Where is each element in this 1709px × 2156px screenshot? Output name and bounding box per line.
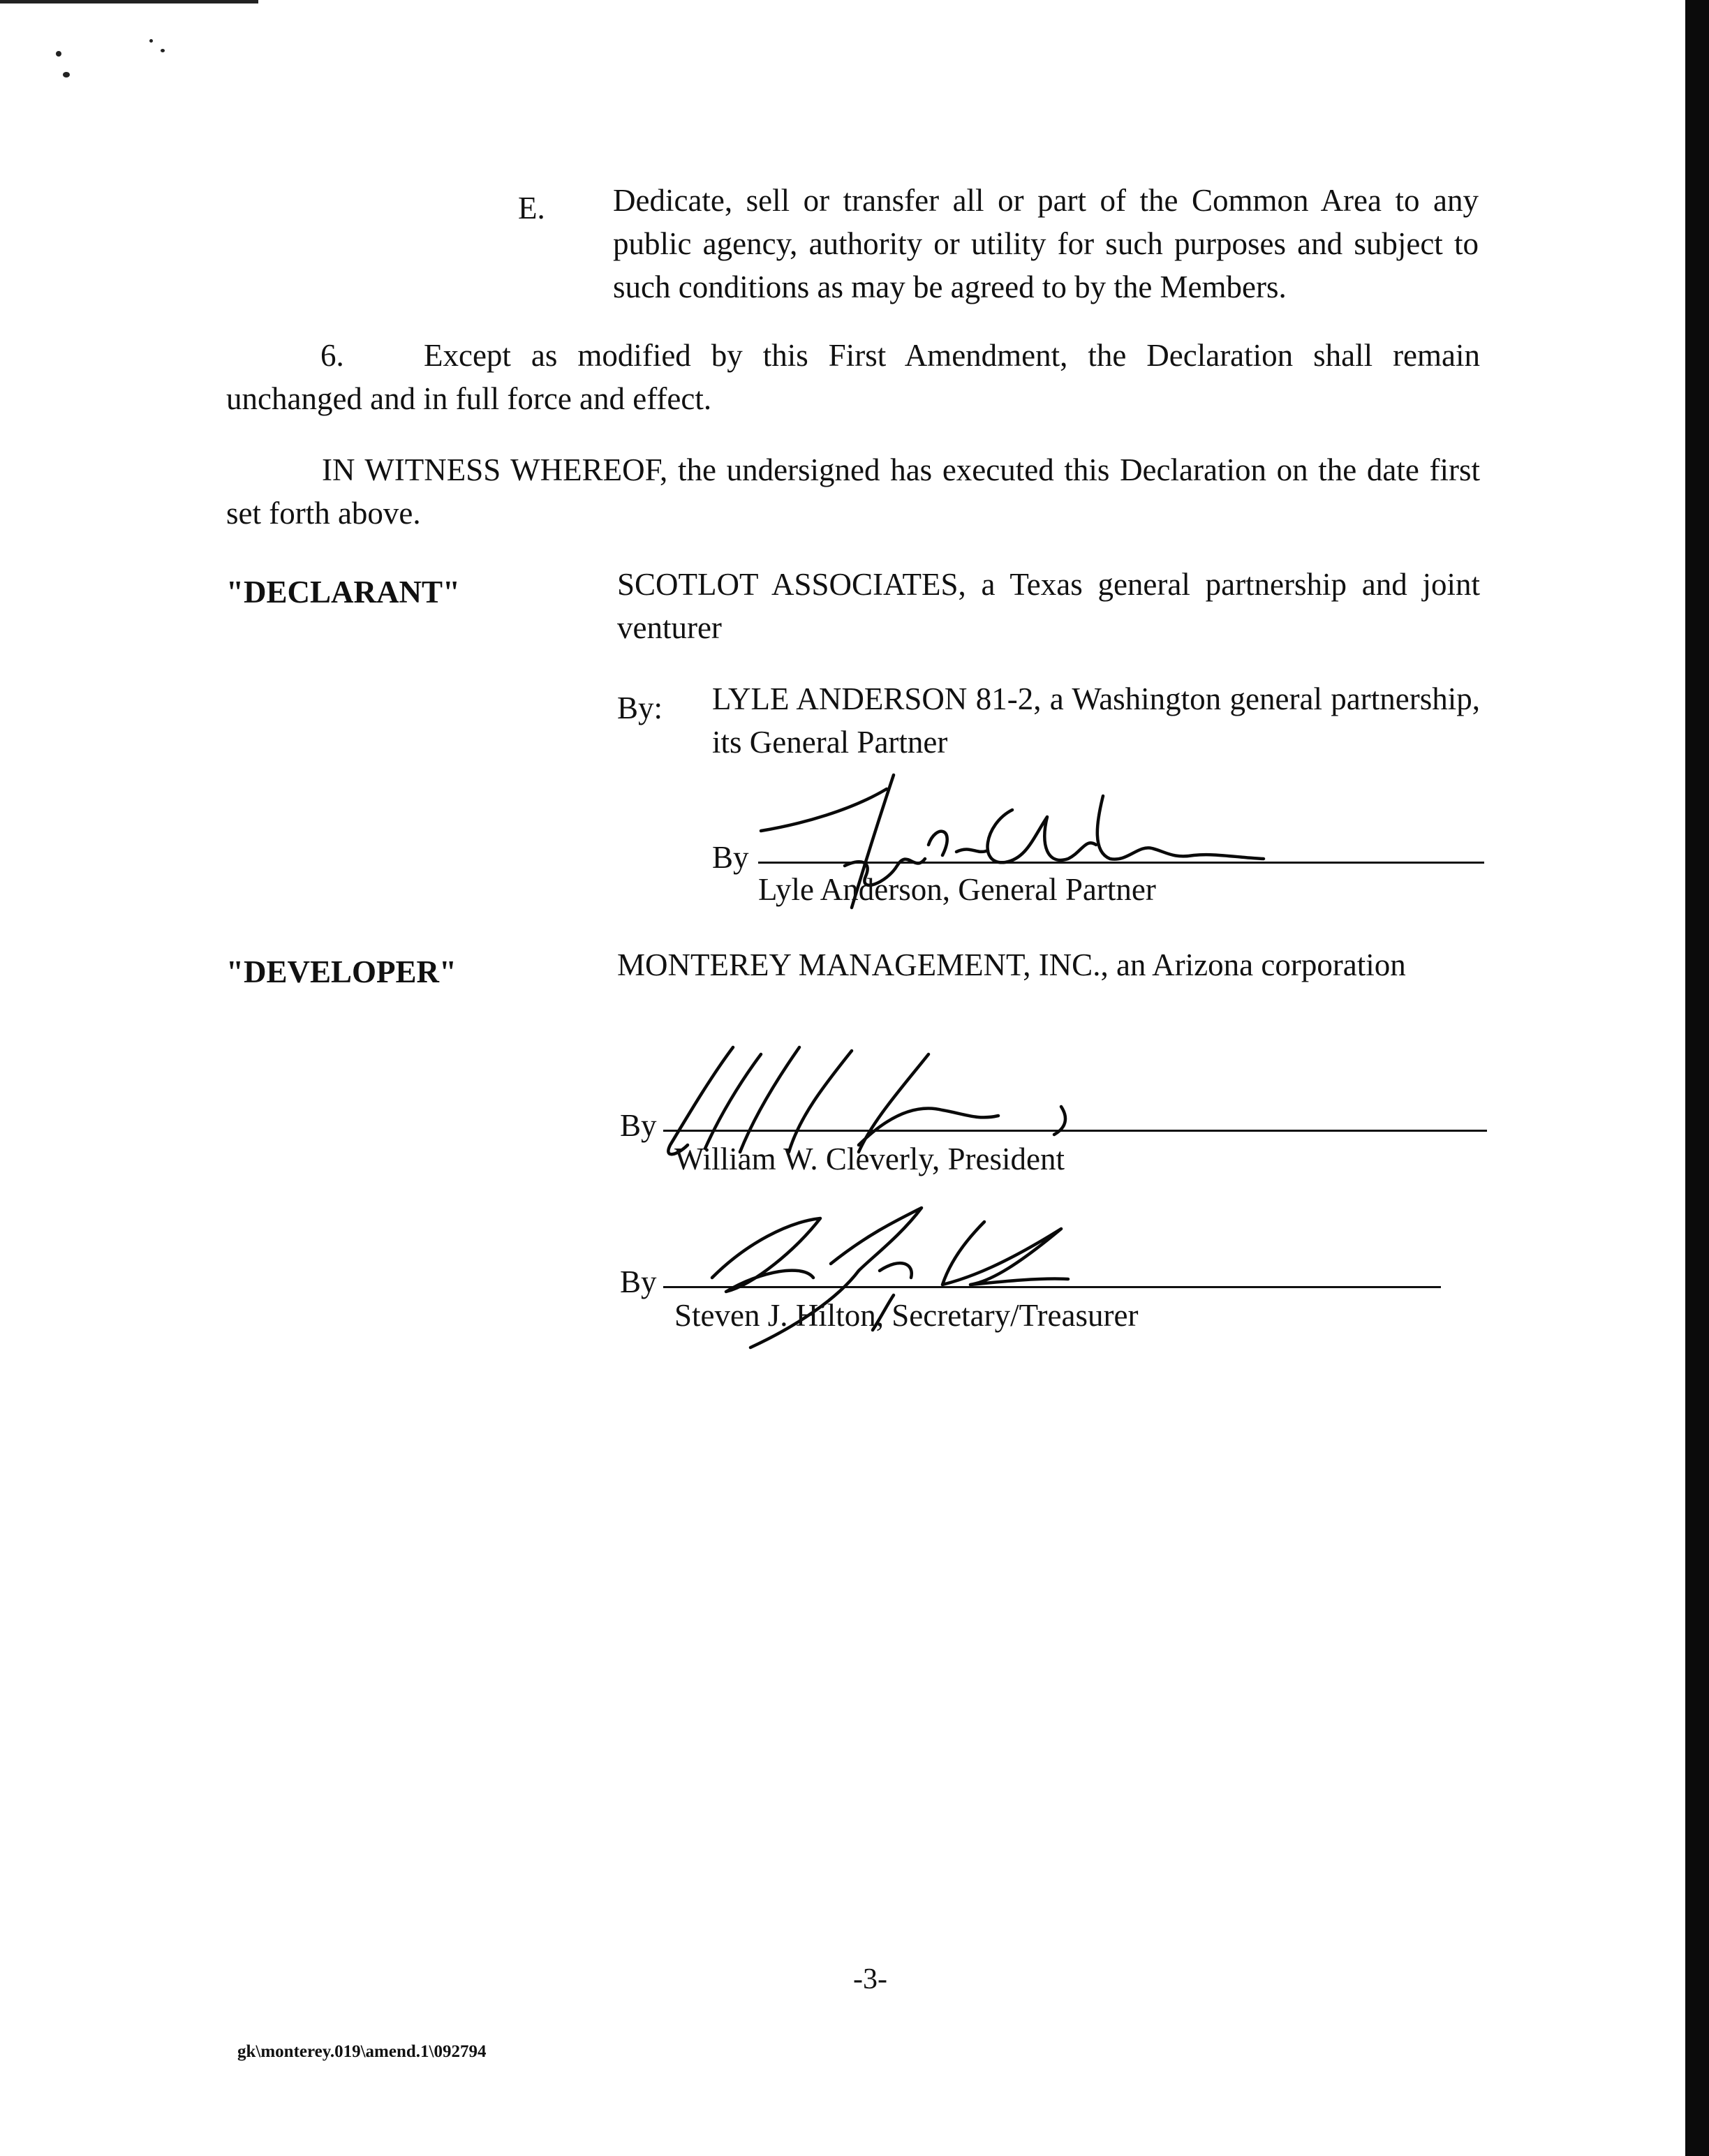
declarant-sig-by: By xyxy=(712,840,749,875)
item-6-paragraph xyxy=(226,334,1480,420)
scan-speck xyxy=(63,72,70,77)
footer-file-path: gk\monterey.019\amend.1\092794 xyxy=(237,2042,487,2061)
scan-speck xyxy=(56,51,61,57)
developer-signer-1: William W. Cleverly, President xyxy=(674,1142,1065,1176)
scan-speck xyxy=(161,49,165,52)
scan-right-edge xyxy=(1685,0,1709,2156)
witness-clause: IN WITNESS WHEREOF, the undersigned has executed this Declaration on the date first set forth above. xyxy=(226,452,1480,531)
page-number: -3- xyxy=(853,1963,887,1995)
scan-speck xyxy=(149,39,153,43)
developer-sig2-by: By xyxy=(620,1264,657,1299)
declarant-label: "DECLARANT" xyxy=(226,575,460,610)
developer-entity: MONTEREY MANAGEMENT, INC., an Arizona corporation xyxy=(617,947,1406,982)
item-e-text: Dedicate, sell or transfer all or part of the Common Area to any public agency, authority or utility for such purposes and subject to such conditions as may be agreed to by the Members. xyxy=(613,183,1479,304)
developer-sig1-by: By xyxy=(620,1108,657,1143)
declarant-by-prefix: By: xyxy=(617,691,663,725)
declarant-signer: Lyle Anderson, General Partner xyxy=(758,872,1156,907)
item-6-text: Except as modified by this First Amendment, the Declaration shall remain unchanged and in full force and effect. xyxy=(226,338,1480,416)
declarant-partner: LYLE ANDERSON 81-2, a Washington general partnership, its General Partner xyxy=(712,681,1480,760)
item-6-marker: 6. xyxy=(320,338,344,373)
scan-top-rule xyxy=(0,0,258,3)
developer-signer-2: Steven J. Hilton, Secretary/Treasurer xyxy=(674,1298,1139,1333)
item-e-marker: E. xyxy=(518,191,545,226)
developer-label: "DEVELOPER" xyxy=(226,954,457,989)
declarant-entity: SCOTLOT ASSOCIATES, a Texas general partnership and joint venturer xyxy=(617,567,1480,645)
